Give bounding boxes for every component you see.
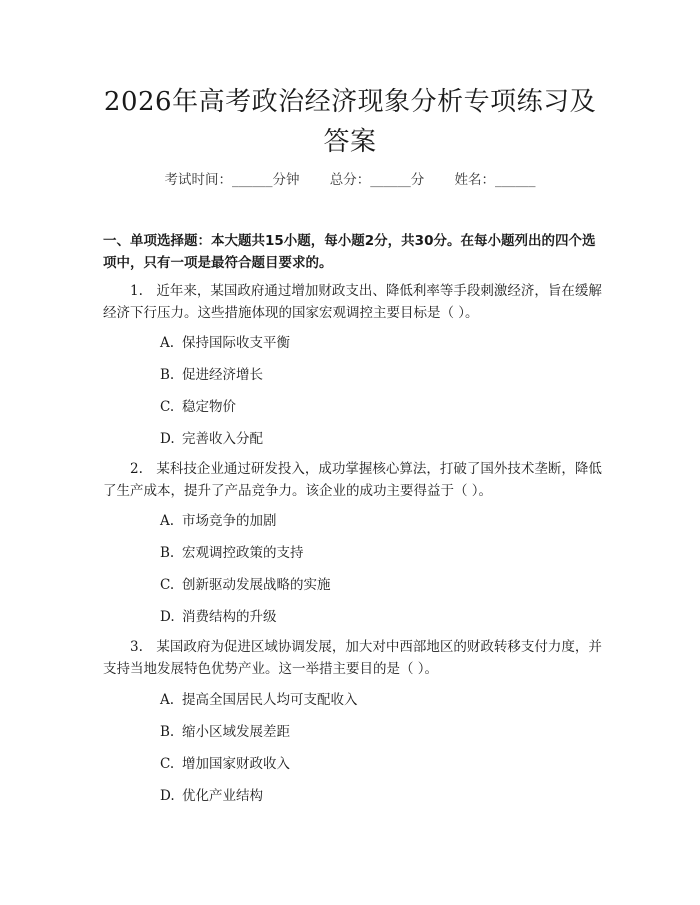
option-letter: C.	[160, 577, 175, 593]
option-text: 提高全国居民人均可支配收入	[182, 692, 358, 708]
option-text: 增加国家财政收入	[182, 756, 290, 772]
question-3-stem: 3. 某国政府为促进区域协调发展，加大对中西部地区的财政转移支付力度，并支持当地发展特色优势产业。这一举措主要目的是（ ）。	[103, 639, 602, 677]
exam-info	[0, 168, 700, 188]
question-2-option-b	[160, 543, 304, 563]
question-2-option-d	[160, 607, 277, 627]
option-letter: D.	[160, 788, 175, 804]
question-1-stem: 1. 近年来，某国政府通过增加财政支出、降低利率等手段刺激经济，旨在缓解经济下行压力。这些措施体现的国家宏观调控主要目标是（ ）。	[103, 283, 602, 321]
question-2-option-c	[160, 575, 331, 595]
option-letter: A.	[160, 692, 175, 708]
option-text: 消费结构的升级	[182, 609, 277, 625]
page-title: 2026年高考政治经济现象分析专项练习及答案	[103, 87, 597, 157]
question-3-option-b	[160, 722, 290, 742]
question-3-option-a	[160, 690, 358, 710]
question-1-option-c	[160, 397, 236, 417]
section-heading: 一、单项选择题：本大题共15小题，每小题2分，共30分。在每小题列出的四个选项中，只有一项是最符合题目要求的。	[103, 233, 596, 271]
option-letter: D.	[160, 431, 175, 447]
exam-total-score: 总分：______分	[329, 172, 425, 188]
question-2-stem: 2. 某科技企业通过研发投入，成功掌握核心算法，打破了国外技术垄断，降低了生产成本，提升了产品竞争力。该企业的成功主要得益于（ ）。	[103, 461, 602, 499]
option-text: 完善收入分配	[182, 431, 263, 447]
option-letter: B.	[160, 545, 175, 561]
question-1-option-a	[160, 333, 290, 353]
question-3-option-d	[160, 786, 263, 806]
option-text: 宏观调控政策的支持	[182, 545, 304, 561]
option-text: 优化产业结构	[182, 788, 263, 804]
option-text: 市场竞争的加剧	[182, 513, 277, 529]
question-2-option-a	[160, 511, 277, 531]
option-letter: B.	[160, 724, 175, 740]
option-letter: A.	[160, 335, 175, 351]
option-text: 稳定物价	[182, 399, 236, 415]
option-text: 促进经济增长	[182, 367, 263, 383]
exam-time: 考试时间：______分钟	[164, 172, 300, 188]
option-text: 保持国际收支平衡	[182, 335, 290, 351]
question-3-option-c	[160, 754, 290, 774]
exam-name: 姓名：______	[454, 172, 536, 188]
option-text: 创新驱动发展战略的实施	[182, 577, 331, 593]
option-text: 缩小区域发展差距	[182, 724, 290, 740]
option-letter: C.	[160, 399, 175, 415]
option-letter: D.	[160, 609, 175, 625]
option-letter: C.	[160, 756, 175, 772]
option-letter: B.	[160, 367, 175, 383]
question-1-option-b	[160, 365, 263, 385]
option-letter: A.	[160, 513, 175, 529]
question-1-option-d	[160, 429, 263, 449]
